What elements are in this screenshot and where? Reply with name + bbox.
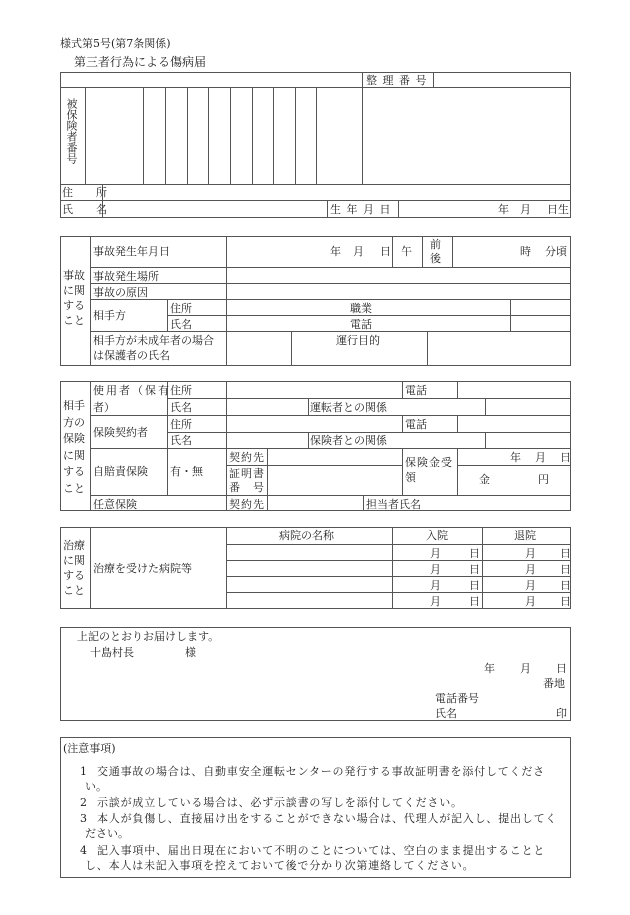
hospital-name-field[interactable] — [227, 577, 392, 592]
owner-address-label: 住所 — [170, 384, 192, 397]
hospital-label: 治療を受けた病院等 — [93, 562, 192, 575]
driver-relation-label: 運転者との関係 — [310, 401, 387, 414]
insurance-section-label: 相手方の保険に関すること — [63, 399, 85, 495]
claim-day-unit: 日 — [560, 451, 571, 464]
policyholder-label: 保険契約者 — [93, 426, 148, 439]
discharge-day-unit: 日 — [560, 547, 571, 560]
owner-label-line2: 者） — [93, 401, 115, 414]
amount-prefix: 金 — [479, 473, 490, 486]
voluntary-contract-label: 契約先 — [229, 498, 265, 511]
divider — [482, 527, 483, 609]
divider — [291, 331, 292, 366]
treatment-section-label: 治療に関すること — [63, 539, 85, 597]
owner-name-field[interactable] — [227, 399, 308, 415]
name-field[interactable] — [103, 201, 327, 217]
reference-number-field[interactable] — [434, 73, 570, 87]
other-party-label: 相手方 — [93, 309, 126, 322]
owner-name-label: 氏名 — [170, 401, 192, 414]
ampm-label: 午 — [401, 245, 412, 258]
note-text-line2: い。 — [85, 780, 107, 793]
declaration-day-unit: 日 — [556, 662, 567, 675]
seal-mark: 印 — [556, 707, 567, 720]
before-after-selector[interactable]: 前後 — [430, 238, 441, 265]
admit-day-unit: 日 — [469, 579, 480, 592]
compulsory-insurance-label: 自賠責保険 — [93, 465, 148, 478]
other-party-address-label: 住所 — [170, 302, 192, 315]
divider — [422, 236, 423, 267]
accident-date-label: 事故発生年月日 — [93, 245, 170, 258]
address-field[interactable] — [103, 185, 570, 200]
claim-label-line2: 領 — [405, 471, 416, 484]
hospital-name-field[interactable] — [227, 545, 392, 560]
accident-section-label: 事故に関すること — [63, 269, 85, 327]
person-in-charge-label: 担当者氏名 — [366, 498, 421, 511]
note-text-line2: し、本人は未記入事項を控えておいて後で分かり次第連絡してください。 — [85, 859, 475, 872]
discharge-day-unit: 日 — [560, 579, 571, 592]
accident-date-field[interactable] — [227, 237, 392, 267]
address-label: 住 所 — [62, 186, 113, 199]
owner-address-field[interactable] — [227, 382, 402, 398]
note-text-line1: 交通事故の場合は、自動車安全運転センターの発行する事故証明書を添付してくださ — [97, 765, 545, 778]
compulsory-contract-field[interactable] — [268, 449, 402, 465]
note-text-line1: 記入事項中、届出日現在において不明のことについては、空白のまま提出することと — [97, 844, 546, 857]
accident-place-label: 事故発生場所 — [93, 270, 159, 283]
declaration-year-unit: 年 — [484, 662, 495, 675]
hospital-name-field[interactable] — [227, 593, 392, 608]
divider — [167, 299, 168, 331]
note-number: 3 — [80, 812, 87, 825]
admit-month-unit: 月 — [430, 595, 441, 608]
policyholder-address-label: 住所 — [170, 418, 192, 431]
declarant-name-label: 氏名 — [435, 707, 457, 720]
other-party-phone-label: 電話 — [350, 318, 372, 331]
divider — [90, 236, 91, 366]
policyholder-name-label: 氏名 — [170, 434, 192, 447]
voluntary-insurance-label: 任意保険 — [93, 498, 137, 511]
note-text-line2: ださい。 — [85, 827, 129, 840]
divider — [308, 432, 309, 448]
form-title: 第三者行為による傷病届 — [74, 55, 207, 69]
divider — [402, 448, 403, 495]
guardian-label-line1: 相手方が未成年者の場合 — [93, 334, 214, 347]
admit-day-unit: 日 — [469, 547, 480, 560]
hour-unit: 時 — [520, 245, 531, 258]
driving-purpose-label: 運行目的 — [336, 334, 380, 347]
note-text-line1: 示談が成立している場合は、必ず示談書の写しを添付してください。 — [97, 796, 463, 809]
voluntary-contract-field[interactable] — [268, 496, 363, 511]
accident-day-unit: 日 — [380, 245, 391, 258]
yes-no-selector[interactable]: 有・無 — [170, 465, 203, 478]
birth-day-unit: 日生 — [547, 203, 569, 216]
divider — [392, 236, 393, 267]
policyholder-phone-label: 電話 — [405, 418, 427, 431]
notes-title: (注意事項) — [63, 742, 116, 755]
driver-relation-field[interactable] — [486, 399, 570, 415]
insured-relation-field[interactable] — [486, 433, 570, 448]
claim-year-unit: 年 — [510, 451, 521, 464]
divider — [90, 527, 91, 609]
policyholder-name-field[interactable] — [227, 433, 308, 448]
birth-month-unit: 月 — [520, 203, 531, 216]
declarant-phone-field[interactable] — [482, 691, 567, 705]
discharge-day-unit: 日 — [560, 563, 571, 576]
amount-suffix: 円 — [538, 473, 549, 486]
guardian-label-line2: は保護者の氏名 — [93, 349, 170, 362]
policyholder-address-field[interactable] — [227, 416, 402, 432]
divider — [362, 72, 363, 184]
reference-number-label: 整 理 番 号 — [366, 74, 428, 87]
accident-year-unit: 年 — [330, 245, 341, 258]
divider — [392, 527, 393, 609]
declarant-address-field[interactable] — [380, 676, 540, 690]
person-in-charge-field[interactable] — [458, 496, 570, 511]
other-party-name-label: 氏名 — [170, 318, 192, 331]
insured-relation-label: 保険者との関係 — [310, 434, 387, 447]
note-number: 2 — [80, 796, 87, 809]
declarant-phone-label: 電話番号 — [435, 692, 479, 705]
occupation-label: 職業 — [350, 302, 372, 315]
driving-purpose-field[interactable] — [428, 332, 570, 365]
certificate-number-field[interactable] — [268, 466, 402, 495]
addressee: 十島村長 — [90, 646, 134, 659]
divider — [363, 495, 364, 511]
claim-month-unit: 月 — [535, 451, 546, 464]
discharge-month-unit: 月 — [525, 579, 536, 592]
declaration-statement: 上記のとおりお届けします。 — [77, 630, 220, 643]
discharge-month-unit: 月 — [525, 563, 536, 576]
compulsory-contract-label: 契約先 — [229, 451, 265, 464]
admit-month-unit: 月 — [430, 579, 441, 592]
claim-amount-field[interactable] — [458, 466, 570, 495]
name-label: 氏 名 — [62, 203, 113, 216]
divider — [308, 398, 309, 415]
birthdate-field[interactable] — [399, 201, 570, 217]
admit-month-unit: 月 — [430, 547, 441, 560]
honorific: 様 — [185, 646, 196, 659]
accident-place-field[interactable] — [227, 268, 570, 283]
occupation-field[interactable] — [511, 300, 570, 315]
accident-cause-label: 事故の原因 — [93, 286, 148, 299]
hospital-name-field[interactable] — [227, 561, 392, 576]
discharge-day-unit: 日 — [560, 595, 571, 608]
declarant-name-field[interactable] — [460, 706, 550, 720]
accident-cause-field[interactable] — [227, 284, 570, 299]
owner-phone-label: 電話 — [405, 384, 427, 397]
divider — [90, 381, 91, 511]
birthdate-label: 生 年 月 日 — [330, 203, 392, 216]
admit-day-unit: 日 — [469, 595, 480, 608]
owner-phone-field[interactable] — [458, 382, 570, 398]
other-party-name-field[interactable] — [227, 316, 348, 331]
column-discharge: 退院 — [514, 529, 536, 542]
form-number: 様式第5号(第7条関係) — [60, 37, 171, 50]
note-number: 4 — [80, 844, 87, 857]
column-hospital-name: 病院の名称 — [279, 529, 334, 542]
insured-number-label: 被保険者番号 — [65, 98, 78, 164]
divider — [327, 200, 328, 218]
certificate-label-line2: 番 号 — [229, 481, 265, 494]
certificate-label-line1: 証明書 — [229, 467, 265, 480]
accident-month-unit: 月 — [353, 245, 364, 258]
insured-number-field[interactable] — [86, 88, 362, 184]
column-admission: 入院 — [426, 529, 448, 542]
discharge-month-unit: 月 — [525, 595, 536, 608]
birth-year-unit: 年 — [498, 203, 509, 216]
address-suffix: 番地 — [543, 677, 565, 690]
owner-label-line1: 使用者（保有 — [93, 384, 171, 397]
declaration-month-unit: 月 — [520, 662, 531, 675]
policyholder-phone-field[interactable] — [458, 416, 570, 432]
divider — [402, 415, 403, 432]
discharge-month-unit: 月 — [525, 547, 536, 560]
minute-unit: 分頃 — [545, 245, 567, 258]
admit-month-unit: 月 — [430, 563, 441, 576]
claim-label-line1: 保険金受 — [405, 456, 453, 469]
other-party-address-field[interactable] — [227, 300, 348, 315]
admit-day-unit: 日 — [469, 563, 480, 576]
other-party-phone-field[interactable] — [511, 316, 570, 331]
divider — [402, 381, 403, 398]
note-text-line1: 本人が負傷し、直接届け出をすることができない場合は、代理人が記入し、提出してく — [97, 812, 558, 825]
guardian-name-field[interactable] — [227, 332, 291, 365]
note-number: 1 — [80, 765, 87, 778]
